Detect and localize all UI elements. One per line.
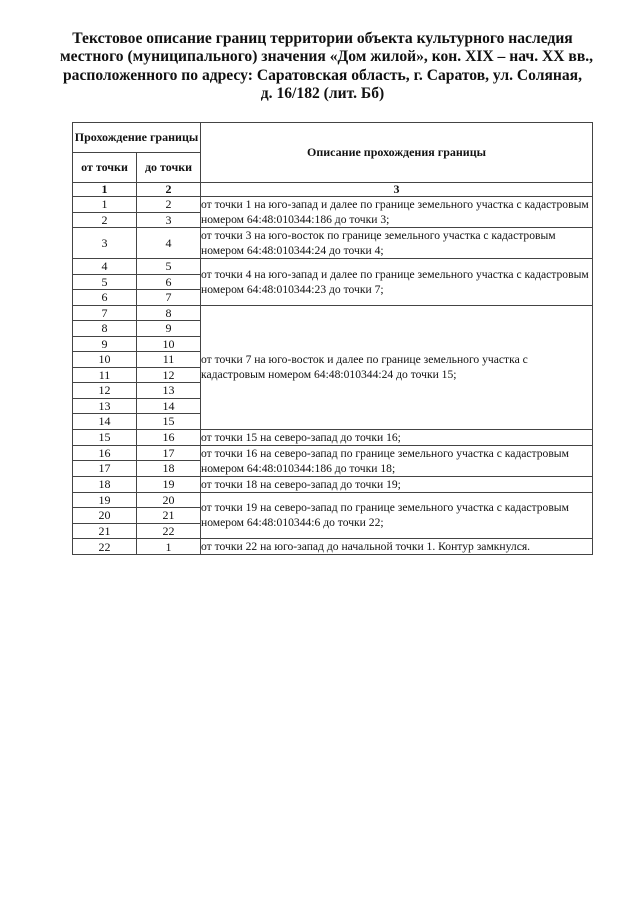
cell-from-point: 2: [73, 212, 137, 228]
table-row: [73, 429, 593, 445]
cell-to-point: 18: [137, 461, 201, 477]
cell-to-point: 13: [137, 383, 201, 399]
cell-to-point: 22: [137, 523, 201, 539]
cell-to-point: 17: [137, 445, 201, 461]
cell-from-point: 21: [73, 523, 137, 539]
cell-description: от точки 7 на юго-восток и далее по границе земельного участка с кадастровым номером 64:48:010344:24 до точки 15;: [201, 305, 593, 429]
table-body: [73, 197, 593, 555]
cell-description: от точки 16 на северо-запад по границе земельного участка с кадастровым номером 64:48:010344:186 до точки 18;: [201, 445, 593, 476]
boundary-table: [72, 122, 593, 555]
cell-to-point: 7: [137, 290, 201, 306]
cell-to-point: 20: [137, 492, 201, 508]
cell-to-point: 4: [137, 228, 201, 259]
cell-from-point: 18: [73, 476, 137, 492]
cell-to-point: 21: [137, 508, 201, 524]
cell-from-point: 5: [73, 274, 137, 290]
table-row: [73, 539, 593, 555]
cell-from-point: 6: [73, 290, 137, 306]
cell-from-point: 10: [73, 352, 137, 368]
column-index-3: 3: [201, 183, 593, 197]
table-row: [73, 259, 593, 275]
cell-to-point: 16: [137, 429, 201, 445]
title-line-1: Текстовое описание границ территории объекта культурного наследия: [72, 30, 573, 47]
cell-from-point: 4: [73, 259, 137, 275]
cell-to-point: 11: [137, 352, 201, 368]
cell-from-point: 1: [73, 197, 137, 213]
table-row: [73, 476, 593, 492]
cell-from-point: 12: [73, 383, 137, 399]
table-row: [73, 492, 593, 508]
cell-to-point: 9: [137, 321, 201, 337]
cell-description: от точки 18 на северо-запад до точки 19;: [201, 476, 593, 492]
header-boundary-group: Прохождение границы: [73, 123, 201, 153]
cell-to-point: 10: [137, 336, 201, 352]
title-line-2: местного (муниципального) значения «Дом жилой», кон. XIX – нач. XX вв.,: [60, 48, 594, 66]
cell-from-point: 11: [73, 367, 137, 383]
cell-to-point: 15: [137, 414, 201, 430]
cell-description: от точки 19 на северо-запад по границе земельного участка с кадастровым номером 64:48:010344:6 до точки 22;: [201, 492, 593, 539]
cell-description: от точки 1 на юго-запад и далее по границе земельного участка с кадастровым номером 64:48:010344:186 до точки 3;: [201, 197, 593, 228]
cell-from-point: 15: [73, 429, 137, 445]
cell-from-point: 14: [73, 414, 137, 430]
cell-description: от точки 4 на юго-запад и далее по границе земельного участка с кадастровым номером 64:48:010344:23 до точки 7;: [201, 259, 593, 306]
cell-description: от точки 15 на северо-запад до точки 16;: [201, 429, 593, 445]
cell-description: от точки 22 на юго-запад до начальной точки 1. Контур замкнулся.: [201, 539, 593, 555]
cell-to-point: 6: [137, 274, 201, 290]
cell-to-point: 1: [137, 539, 201, 555]
table-row: [73, 305, 593, 321]
column-index-2: 2: [137, 183, 201, 197]
cell-from-point: 22: [73, 539, 137, 555]
table-row: [73, 197, 593, 213]
cell-from-point: 7: [73, 305, 137, 321]
cell-from-point: 9: [73, 336, 137, 352]
header-to-point: до точки: [137, 153, 201, 183]
cell-from-point: 13: [73, 398, 137, 414]
cell-from-point: 17: [73, 461, 137, 477]
cell-to-point: 5: [137, 259, 201, 275]
cell-to-point: 2: [137, 197, 201, 213]
cell-to-point: 3: [137, 212, 201, 228]
column-index-1: 1: [73, 183, 137, 197]
cell-description: от точки 3 на юго-восток по границе земельного участка с кадастровым номером 64:48:010344:24 до точки 4;: [201, 228, 593, 259]
table-row: [73, 228, 593, 259]
header-from-point: от точки: [73, 153, 137, 183]
cell-to-point: 12: [137, 367, 201, 383]
cell-to-point: 19: [137, 476, 201, 492]
header-description: Описание прохождения границы: [201, 123, 593, 183]
cell-from-point: 19: [73, 492, 137, 508]
title-line-3: расположенного по адресу: Саратовская область, г. Саратов, ул. Соляная,: [62, 66, 583, 84]
cell-from-point: 16: [73, 445, 137, 461]
cell-to-point: 8: [137, 305, 201, 321]
table-row: [73, 445, 593, 461]
cell-from-point: 8: [73, 321, 137, 337]
title-line-4: д. 16/182 (лит. Бб): [260, 85, 385, 103]
cell-from-point: 20: [73, 508, 137, 524]
document-title: [60, 30, 594, 104]
cell-from-point: 3: [73, 228, 137, 259]
cell-to-point: 14: [137, 398, 201, 414]
